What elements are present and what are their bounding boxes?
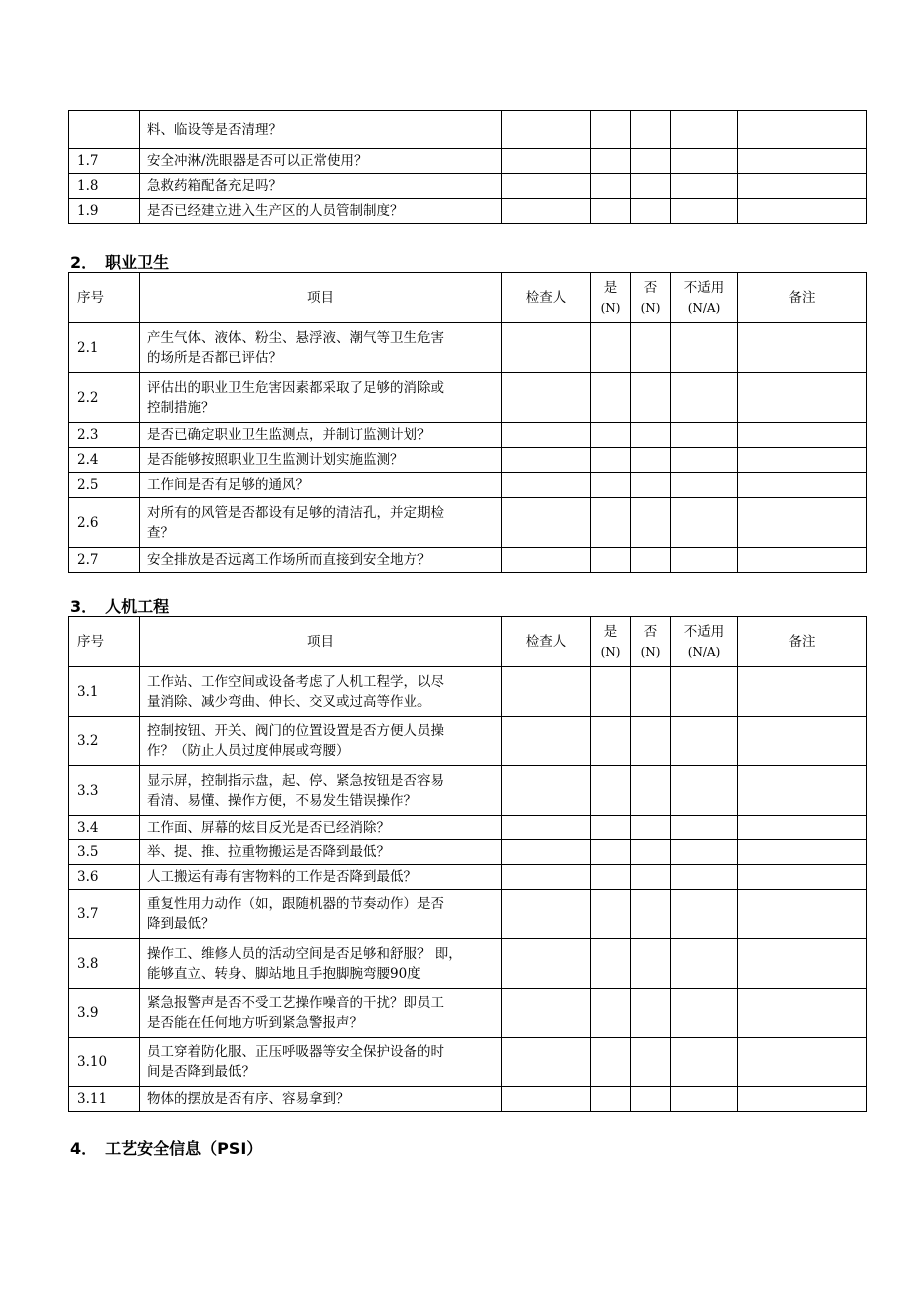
row-item-line: 控制措施？ (147, 399, 215, 416)
row-item: 急救药箱配备充足吗？ (140, 174, 502, 199)
inspector-cell[interactable] (502, 149, 591, 174)
na-cell[interactable] (671, 373, 738, 423)
table-row (69, 448, 867, 473)
table-row (69, 111, 867, 149)
table-row (69, 373, 867, 423)
table-row (69, 323, 867, 373)
row-number: 2.6 (69, 498, 140, 548)
na-cell[interactable] (671, 840, 738, 865)
table-row (69, 1038, 867, 1087)
row-number: 2.4 (69, 448, 140, 473)
na-cell[interactable] (671, 149, 738, 174)
row-item-line: 的场所是否都已评估？ (147, 349, 282, 366)
table-row (69, 473, 867, 498)
row-item: 料、临设等是否清理？ (140, 111, 502, 149)
header-item: 项目 (140, 617, 502, 667)
table-row (69, 939, 867, 989)
table-row (69, 816, 867, 840)
remarks-cell[interactable] (738, 323, 867, 373)
no-cell[interactable] (631, 448, 671, 473)
yes-cell[interactable] (591, 865, 631, 890)
header-remarks: 备注 (738, 617, 867, 667)
header-yes (591, 273, 631, 323)
inspector-cell[interactable] (502, 373, 591, 423)
inspector-cell[interactable] (502, 667, 591, 717)
table-row (69, 498, 867, 548)
row-item-line: 是否能在任何地方听到紧急警报声？ (147, 1015, 363, 1031)
na-cell[interactable] (671, 667, 738, 717)
header-yes-label: 是 (603, 623, 618, 640)
row-item (140, 1038, 502, 1087)
row-item: 是否能够按照职业卫生监测计划实施监测？ (140, 448, 502, 473)
na-cell[interactable] (671, 111, 738, 149)
remarks-cell[interactable] (738, 448, 867, 473)
row-number: 3.6 (69, 865, 140, 890)
row-item-line: 控制按钮、开关、阀门的位置设置是否方便人员操 (147, 723, 444, 739)
no-cell[interactable] (631, 498, 671, 548)
row-item-line: 评估出的职业卫生危害因素都采取了足够的消除或 (147, 379, 444, 396)
header-inspector: 检查人 (502, 273, 591, 323)
table-row (69, 766, 867, 816)
row-item-line: 间是否降到最低？ (147, 1064, 255, 1080)
row-item-line: 工作站、工作空间或设备考虑了人机工程学，以尽 (147, 673, 444, 690)
no-cell[interactable] (631, 111, 671, 149)
no-cell[interactable] (631, 149, 671, 174)
row-item-line: 对所有的风管是否都设有足够的清洁孔，并定期检 (147, 504, 444, 521)
remarks-cell[interactable] (738, 667, 867, 717)
header-no-label: 否 (643, 279, 658, 296)
row-item-line: 能够直立、转身、脚站地且手抱脚腕弯腰90度 (147, 965, 421, 982)
row-item: 是否已经建立进入生产区的人员管制制度？ (140, 199, 502, 224)
section-title: 人机工程 (105, 597, 170, 616)
row-number: 2.7 (69, 548, 140, 573)
section-number: 4． (70, 1139, 98, 1158)
na-cell[interactable] (671, 473, 738, 498)
row-number: 3.8 (69, 939, 140, 989)
inspector-cell[interactable] (502, 473, 591, 498)
yes-cell[interactable] (591, 498, 631, 548)
no-cell[interactable] (631, 473, 671, 498)
remarks-cell[interactable] (738, 816, 867, 840)
row-item: 物体的摆放是否有序、容易拿到？ (140, 1087, 502, 1112)
header-no-label: 否 (643, 623, 658, 640)
no-cell[interactable] (631, 199, 671, 224)
na-cell[interactable] (671, 498, 738, 548)
yes-cell[interactable] (591, 548, 631, 573)
row-item (140, 890, 502, 939)
na-cell[interactable] (671, 890, 738, 939)
row-number: 3.9 (69, 989, 140, 1038)
row-number: 2.1 (69, 323, 140, 373)
inspector-cell[interactable] (502, 816, 591, 840)
no-cell[interactable] (631, 667, 671, 717)
no-cell[interactable] (631, 1087, 671, 1112)
no-cell[interactable] (631, 865, 671, 890)
row-item (140, 373, 502, 423)
yes-cell[interactable] (591, 373, 631, 423)
table-header-row (69, 617, 867, 667)
table-row (69, 423, 867, 448)
table-header-row (69, 273, 867, 323)
remarks-cell[interactable] (738, 1087, 867, 1112)
inspector-cell[interactable] (502, 717, 591, 766)
header-seq: 序号 (69, 617, 140, 667)
row-item (140, 323, 502, 373)
no-cell[interactable] (631, 717, 671, 766)
no-cell[interactable] (631, 174, 671, 199)
row-item: 安全冲淋/洗眼器是否可以正常使用？ (140, 149, 502, 174)
row-number (69, 111, 140, 149)
row-item (140, 667, 502, 717)
yes-cell[interactable] (591, 448, 631, 473)
na-cell[interactable] (671, 448, 738, 473)
remarks-cell[interactable] (738, 548, 867, 573)
section-heading-2 (70, 250, 169, 273)
header-na (671, 617, 738, 667)
remarks-cell[interactable] (738, 766, 867, 816)
yes-cell[interactable] (591, 939, 631, 989)
yes-cell[interactable] (591, 1038, 631, 1087)
table-row (69, 890, 867, 939)
row-number: 3.5 (69, 840, 140, 865)
no-cell[interactable] (631, 548, 671, 573)
header-na-code: (N/A) (687, 300, 721, 315)
row-item-line: 产生气体、液体、粉尘、悬浮液、潮气等卫生危害 (147, 329, 444, 346)
row-item: 工作间是否有足够的通风？ (140, 473, 502, 498)
section-heading-4 (70, 1136, 262, 1159)
row-number: 3.1 (69, 667, 140, 717)
row-item-line: 员工穿着防化服、正压呼吸器等安全保护设备的时 (147, 1044, 444, 1060)
section-number: 3． (70, 597, 98, 616)
remarks-cell[interactable] (738, 373, 867, 423)
remarks-cell[interactable] (738, 473, 867, 498)
row-item-line: 显示屏，控制指示盘，起、停、紧急按钮是否容易 (147, 772, 444, 789)
header-na-label: 不适用 (683, 623, 725, 640)
na-cell[interactable] (671, 1087, 738, 1112)
table-occupational-health (68, 272, 867, 573)
header-yes-code: (N) (600, 644, 621, 659)
table-row (69, 667, 867, 717)
row-item-line: 紧急报警声是否不受工艺操作噪音的干扰？即员工 (147, 995, 444, 1011)
row-number: 1.9 (69, 199, 140, 224)
row-item: 是否已确定职业卫生监测点，并制订监测计划？ (140, 423, 502, 448)
row-item-line: 降到最低？ (147, 916, 215, 932)
header-no (631, 617, 671, 667)
inspector-cell[interactable] (502, 1038, 591, 1087)
remarks-cell[interactable] (738, 1038, 867, 1087)
header-no (631, 273, 671, 323)
table-row (69, 989, 867, 1038)
row-item-line: 看清、易懂、操作方便，不易发生错误操作？ (147, 792, 417, 809)
na-cell[interactable] (671, 174, 738, 199)
no-cell[interactable] (631, 423, 671, 448)
na-cell[interactable] (671, 939, 738, 989)
row-item (140, 717, 502, 766)
header-inspector: 检查人 (502, 617, 591, 667)
row-item (140, 498, 502, 548)
remarks-cell[interactable] (738, 717, 867, 766)
header-na (671, 273, 738, 323)
header-remarks: 备注 (738, 273, 867, 323)
row-number: 1.8 (69, 174, 140, 199)
yes-cell[interactable] (591, 473, 631, 498)
row-number: 3.4 (69, 816, 140, 840)
row-item-line: 查？ (147, 524, 174, 541)
na-cell[interactable] (671, 323, 738, 373)
yes-cell[interactable] (591, 1087, 631, 1112)
no-cell[interactable] (631, 1038, 671, 1087)
remarks-cell[interactable] (738, 865, 867, 890)
inspector-cell[interactable] (502, 1087, 591, 1112)
table-section1-continued (68, 110, 867, 224)
no-cell[interactable] (631, 373, 671, 423)
row-item (140, 989, 502, 1038)
no-cell[interactable] (631, 323, 671, 373)
na-cell[interactable] (671, 423, 738, 448)
yes-cell[interactable] (591, 199, 631, 224)
remarks-cell[interactable] (738, 111, 867, 149)
yes-cell[interactable] (591, 667, 631, 717)
row-number: 2.3 (69, 423, 140, 448)
row-number: 3.11 (69, 1087, 140, 1112)
na-cell[interactable] (671, 199, 738, 224)
remarks-cell[interactable] (738, 174, 867, 199)
row-number: 1.7 (69, 149, 140, 174)
no-cell[interactable] (631, 840, 671, 865)
na-cell[interactable] (671, 766, 738, 816)
remarks-cell[interactable] (738, 199, 867, 224)
yes-cell[interactable] (591, 149, 631, 174)
inspector-cell[interactable] (502, 989, 591, 1038)
na-cell[interactable] (671, 865, 738, 890)
section-heading-3 (70, 594, 169, 617)
inspector-cell[interactable] (502, 498, 591, 548)
inspector-cell[interactable] (502, 174, 591, 199)
table-row (69, 548, 867, 573)
header-yes-label: 是 (603, 279, 618, 296)
inspector-cell[interactable] (502, 890, 591, 939)
no-cell[interactable] (631, 766, 671, 816)
inspector-cell[interactable] (502, 423, 591, 448)
header-no-code: (N) (640, 300, 661, 315)
yes-cell[interactable] (591, 717, 631, 766)
header-no-code: (N) (640, 644, 661, 659)
row-number: 2.2 (69, 373, 140, 423)
inspector-cell[interactable] (502, 548, 591, 573)
yes-cell[interactable] (591, 111, 631, 149)
table-row (69, 149, 867, 174)
table-row (69, 1087, 867, 1112)
table-row (69, 865, 867, 890)
table-row (69, 174, 867, 199)
remarks-cell[interactable] (738, 890, 867, 939)
row-item-line: 重复性用力动作（如，跟随机器的节奏动作）是否 (147, 896, 444, 912)
row-item-line: 作？（防止人员过度伸展或弯腰） (147, 743, 350, 759)
inspector-cell[interactable] (502, 199, 591, 224)
yes-cell[interactable] (591, 423, 631, 448)
inspector-cell[interactable] (502, 323, 591, 373)
yes-cell[interactable] (591, 766, 631, 816)
no-cell[interactable] (631, 939, 671, 989)
row-item: 人工搬运有毒有害物料的工作是否降到最低？ (140, 865, 502, 890)
yes-cell[interactable] (591, 989, 631, 1038)
row-item-line: 量消除、减少弯曲、伸长、交叉或过高等作业。 (147, 693, 431, 710)
na-cell[interactable] (671, 548, 738, 573)
yes-cell[interactable] (591, 890, 631, 939)
row-number: 2.5 (69, 473, 140, 498)
table-row (69, 840, 867, 865)
section-title: 职业卫生 (105, 253, 170, 272)
row-item-line: 操作工、维修人员的活动空间是否足够和舒服？ 即， (147, 945, 462, 962)
header-item: 项目 (140, 273, 502, 323)
na-cell[interactable] (671, 717, 738, 766)
table-row (69, 199, 867, 224)
row-item: 安全排放是否远离工作场所而直接到安全地方？ (140, 548, 502, 573)
no-cell[interactable] (631, 816, 671, 840)
no-cell[interactable] (631, 890, 671, 939)
inspector-cell[interactable] (502, 111, 591, 149)
yes-cell[interactable] (591, 323, 631, 373)
table-row (69, 717, 867, 766)
row-number: 3.3 (69, 766, 140, 816)
header-na-label: 不适用 (683, 279, 725, 296)
header-na-code: (N/A) (687, 644, 721, 659)
header-yes (591, 617, 631, 667)
remarks-cell[interactable] (738, 149, 867, 174)
section-number: 2． (70, 253, 98, 272)
inspector-cell[interactable] (502, 766, 591, 816)
section-title: 工艺安全信息（PSI） (105, 1139, 263, 1158)
remarks-cell[interactable] (738, 498, 867, 548)
yes-cell[interactable] (591, 174, 631, 199)
row-item (140, 939, 502, 989)
na-cell[interactable] (671, 989, 738, 1038)
row-number: 3.7 (69, 890, 140, 939)
remarks-cell[interactable] (738, 989, 867, 1038)
row-item: 工作面、屏幕的炫目反光是否已经消除？ (140, 816, 502, 840)
row-number: 3.10 (69, 1038, 140, 1087)
no-cell[interactable] (631, 989, 671, 1038)
inspector-cell[interactable] (502, 840, 591, 865)
inspector-cell[interactable] (502, 448, 591, 473)
table-ergonomics (68, 616, 867, 1112)
header-yes-code: (N) (600, 300, 621, 315)
row-item: 举、提、推、拉重物搬运是否降到最低？ (140, 840, 502, 865)
na-cell[interactable] (671, 1038, 738, 1087)
remarks-cell[interactable] (738, 840, 867, 865)
header-seq: 序号 (69, 273, 140, 323)
na-cell[interactable] (671, 816, 738, 840)
remarks-cell[interactable] (738, 423, 867, 448)
row-item (140, 766, 502, 816)
remarks-cell[interactable] (738, 939, 867, 989)
row-number: 3.2 (69, 717, 140, 766)
yes-cell[interactable] (591, 816, 631, 840)
yes-cell[interactable] (591, 840, 631, 865)
inspector-cell[interactable] (502, 939, 591, 989)
inspector-cell[interactable] (502, 865, 591, 890)
